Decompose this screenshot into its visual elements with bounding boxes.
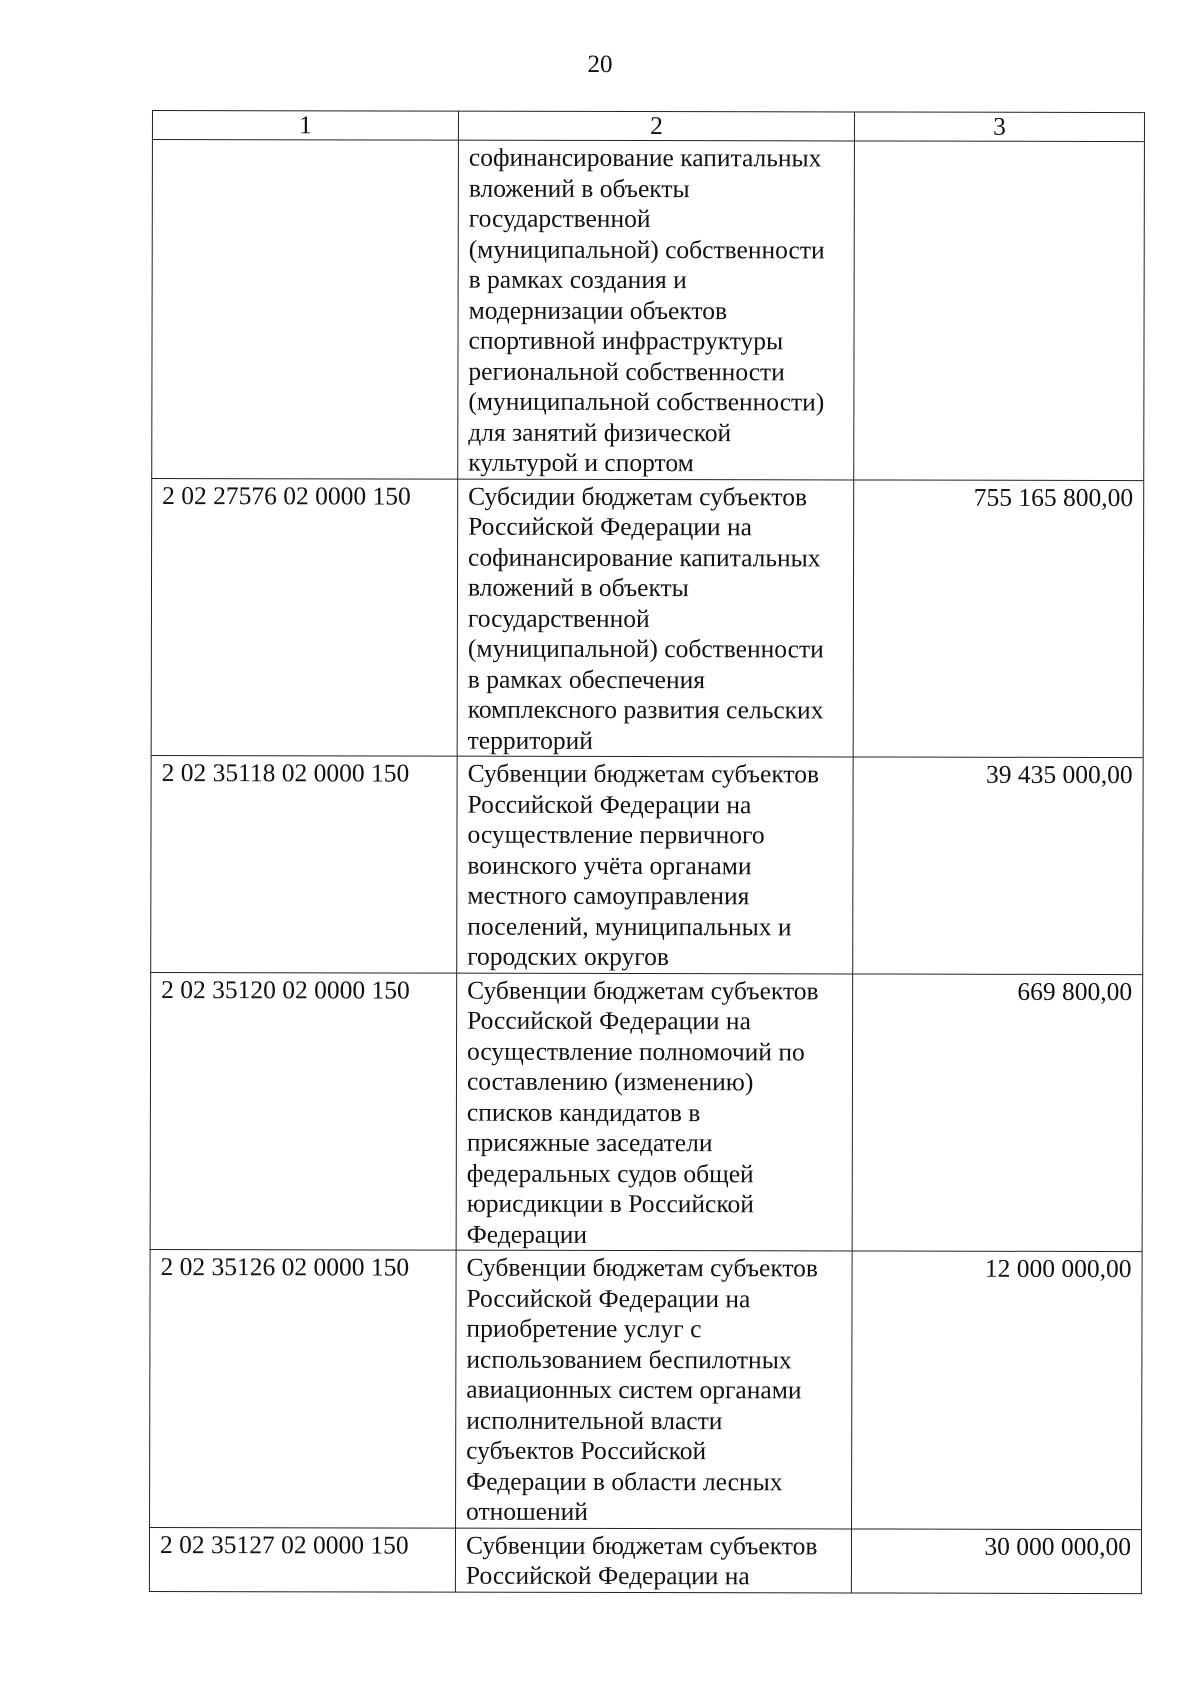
revenue-amount-cell: 30 000 000,00: [851, 1528, 1141, 1593]
revenue-code-cell: 2 02 35127 02 0000 150: [149, 1527, 455, 1592]
table-row: [151, 755, 1143, 974]
column-header-2: 2: [458, 111, 854, 141]
revenue-code-cell: [152, 140, 459, 479]
revenue-description-cell: [455, 1528, 851, 1593]
table-row: [150, 1249, 1143, 1529]
revenue-description-text: Субвенции бюджетам субъектов Российской Федерации на осуществление первичного воинского учёта органами местного самоуправления поселений, муниципальных и городских округов: [467, 758, 820, 972]
revenue-description-cell: [456, 973, 853, 1251]
revenue-code-cell: 2 02 35126 02 0000 150: [150, 1249, 457, 1527]
page-number: 20: [587, 51, 613, 78]
table-body: [149, 140, 1144, 1594]
header-row: [152, 111, 1144, 142]
column-header-3: 3: [854, 112, 1144, 142]
revenue-code-cell: 2 02 27576 02 0000 150: [151, 478, 458, 756]
revenue-amount-cell: 755 165 800,00: [853, 479, 1144, 757]
table-row: [149, 1527, 1141, 1593]
revenue-description-text: Субвенции бюджетам субъектов Российской Федерации на приобретение услуг с использованием беспилотных авиационных систем органами исполнительной власти субъектов Российской Федерации в области лесных отношений: [466, 1252, 819, 1526]
revenue-amount-cell: 39 435 000,00: [853, 757, 1143, 974]
revenue-amount-cell: 12 000 000,00: [852, 1251, 1143, 1529]
revenue-description-text: Субвенции бюджетам субъектов Российской Федерации на: [465, 1530, 818, 1591]
revenue-description-text: Субвенции бюджетам субъектов Российской Федерации на осуществление полномочий по составлению (изменению) списков кандидатов в присяжные заседатели федеральных судов общей юрисдикции в Российской Федерации: [466, 975, 819, 1249]
table-row: [151, 478, 1144, 758]
revenue-amount-cell: 669 800,00: [852, 973, 1143, 1251]
revenue-description-text: Субсидии бюджетам субъектов Российской Федерации на софинансирование капитальных вложений в объекты государственной (муниципальной) собственности в рамках обеспечения комплексного развития сельских территорий: [467, 481, 824, 755]
revenue-description-cell: [457, 479, 854, 757]
table-header: [152, 111, 1144, 142]
revenue-description-cell: [458, 140, 855, 479]
budget-revenue-table: [149, 110, 1145, 1594]
table-row: [150, 972, 1143, 1252]
revenue-amount-cell: [854, 141, 1145, 480]
table-row: [152, 140, 1145, 481]
revenue-description-cell: [456, 1250, 853, 1528]
column-header-1: 1: [152, 111, 458, 141]
revenue-description-text: софинансирование капитальных вложений в объекты государственной (муниципальной) собственности в рамках создания и модернизации объектов спортивной инфраструктуры региональной собственности (муниципальной собственности) для занятий физической культурой и спортом: [468, 142, 825, 478]
revenue-description-cell: [457, 756, 853, 973]
revenue-code-cell: 2 02 35118 02 0000 150: [151, 755, 457, 972]
revenue-code-cell: 2 02 35120 02 0000 150: [150, 972, 457, 1250]
